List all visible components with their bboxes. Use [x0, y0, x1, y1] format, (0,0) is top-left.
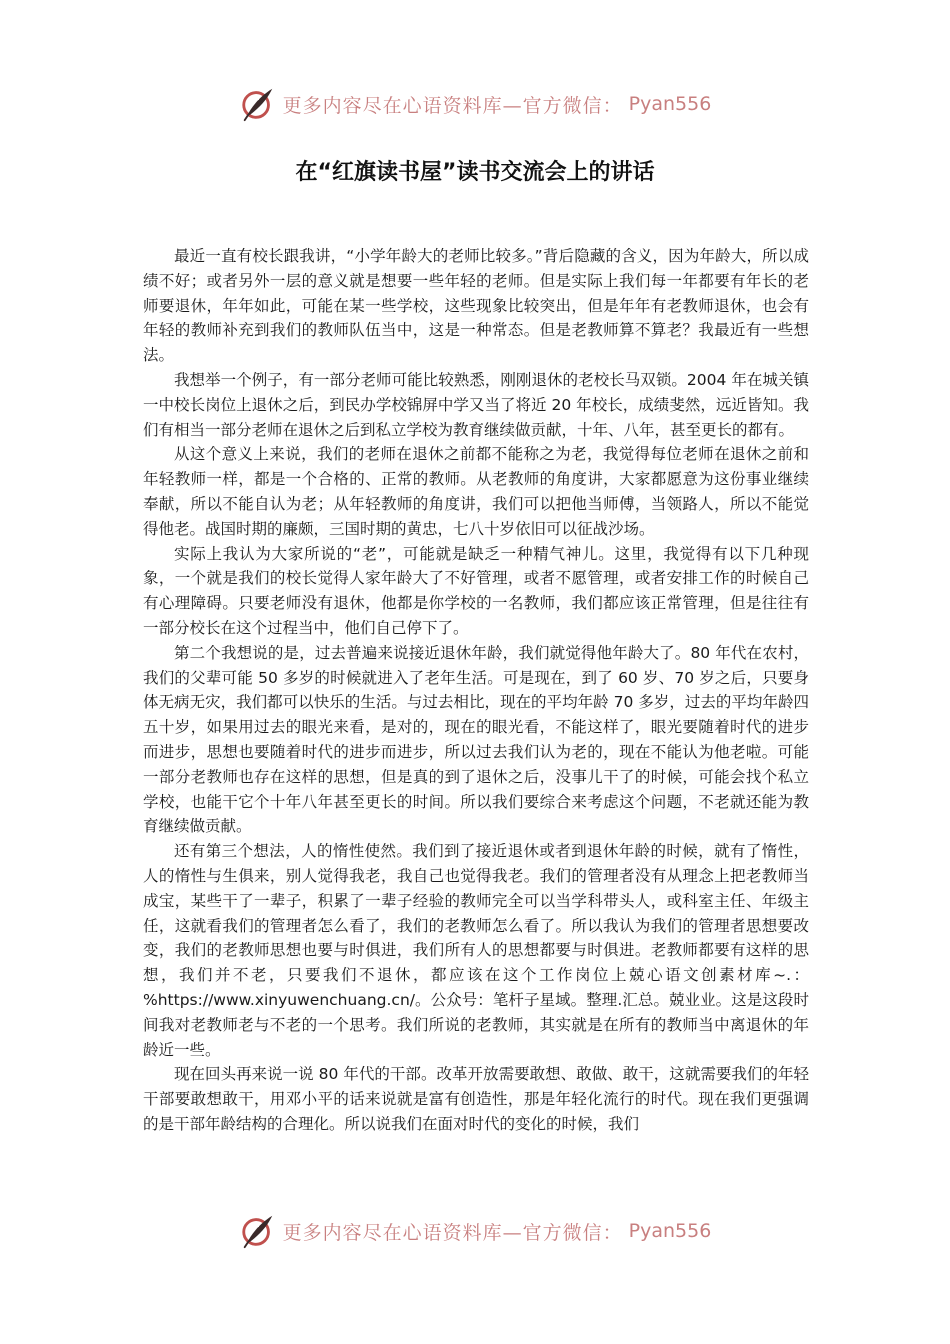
paragraph: 第二个我想说的是，过去普遍来说接近退休年龄，我们就觉得他年龄大了。80 年代在农村，我们的父辈可能 50 多岁的时候就进入了老年生活。可是现在，到了 60 岁、70 岁之后，只要身体无病无灾，我们都可以快乐的生活。与过去相比，现在的平均年龄 70 多岁，过去的平均年龄四五十岁，如果用过去的眼光来看，是对的，现在的眼光看，不能这样了，眼光要随着时代的进步而进步，思想也要随着时代的进步而进步，所以过去我们认为老的，现在不能认为他老啦。可能一部分老教师也存在这样的思想，但是真的到了退休之后，没事儿干了的时候，可能会找个私立学校，也能干它个十年八年甚至更长的时间。所以我们要综合来考虑这个问题，不老就还能为教育继续做贡献。: [143, 643, 809, 836]
footer-banner: [0, 1209, 950, 1253]
banner-text: 更多内容尽在心语资料库—官方微信：: [282, 94, 623, 117]
paragraph: 从这个意义上来说，我们的老师在退休之前都不能称之为老，我觉得每位老师在退休之前和年轻教师一样，都是一个合格的、正常的教师。从老教师的角度讲，大家都愿意为这份事业继续奉献，所以不能自认为老；从年轻教师的角度讲，我们可以把他当师傅，当领路人，所以不能觉得他老。战国时期的廉颇，三国时期的黄忠，七八十岁依旧可以征战沙场。: [143, 445, 809, 538]
paragraph: 最近一直有校长跟我讲，“小学年龄大的老师比较多。”背后隐藏的含义，因为年龄大，所以成绩不好；或者另外一层的意义就是想要一些年轻的老师。但是实际上我们每一年都要有年长的老师要退休，年年如此，可能在某一些学校，这些现象比较突出，但是年年有老教师退休，也会有年轻的教师补充到我们的教师队伍当中，这是一种常态。但是老教师算不算老？我最近有一些想法。: [143, 247, 809, 365]
header-banner: [0, 82, 950, 126]
quill-logo-icon: [239, 85, 277, 123]
paragraph: 我想举一个例子，有一部分老师可能比较熟悉，刚刚退休的老校长马双锁。2004 年在城关镇一中校长岗位上退休之后，到民办学校锦屏中学又当了将近 20 年校长，成绩斐然，远近皆知。我们有相当一部分老师在退休之后到私立学校为教育继续做贡献，十年、八年，甚至更长的都有。: [143, 370, 809, 439]
paragraph: 实际上我认为大家所说的“老”，可能就是缺乏一种精气神儿。这里，我觉得有以下几种现象，一个就是我们的校长觉得人家年龄大了不好管理，或者不愿管理，或者安排工作的时候自己有心理障碍。只要老师没有退休，他都是你学校的一名教师，我们都应该正常管理，但是往往有一部分校长在这个过程当中，他们自己停下了。: [143, 544, 809, 637]
page-title: 在“红旗读书屋”读书交流会上的讲话: [295, 160, 655, 185]
quill-logo-icon: [239, 1212, 277, 1250]
banner-wechat-id: Pyan556: [628, 1220, 712, 1242]
paragraph: 还有第三个想法，人的惰性使然。我们到了接近退休或者到退休年龄的时候，就有了惰性，人的惰性与生俱来，别人觉得我老，我自己也觉得我老。我们的管理者没有从理念上把老教师当成宝，某些干了一辈子，积累了一辈子经验的教师完全可以当学科带头人，或科室主任、年级主任，这就看我们的管理者怎么看了，我们的老教师怎么看了。所以我认为我们的管理者思想要改变，我们的老教师思想也要与时俱进，我们所有人的思想都要与时俱进。老教师都要有这样的思想，我们并不老，只要我们不退休，都应该在这个工作岗位上兢心语文创素材库~.：%https://www.xinyuwenchuang.cn/。公众号：笔杆子星域。整理.汇总。兢业业。这是这段时间我对老教师老与不老的一个思考。我们所说的老教师，其实就是在所有的教师当中离退休的年龄近一些。: [143, 842, 809, 1059]
banner-text: 更多内容尽在心语资料库—官方微信：: [282, 1221, 623, 1244]
banner-wechat-id: Pyan556: [628, 93, 712, 115]
paragraph: 现在回头再来说一说 80 年代的干部。改革开放需要敢想、敢做、敢干，这就需要我们的年轻干部要敢想敢干，用邓小平的话来说就是富有创造性，那是年轻化流行的时代。现在我们更强调的是干部年龄结构的合理化。所以说我们在面对时代的变化的时候，我们: [143, 1065, 809, 1133]
document-body: [143, 244, 809, 1137]
